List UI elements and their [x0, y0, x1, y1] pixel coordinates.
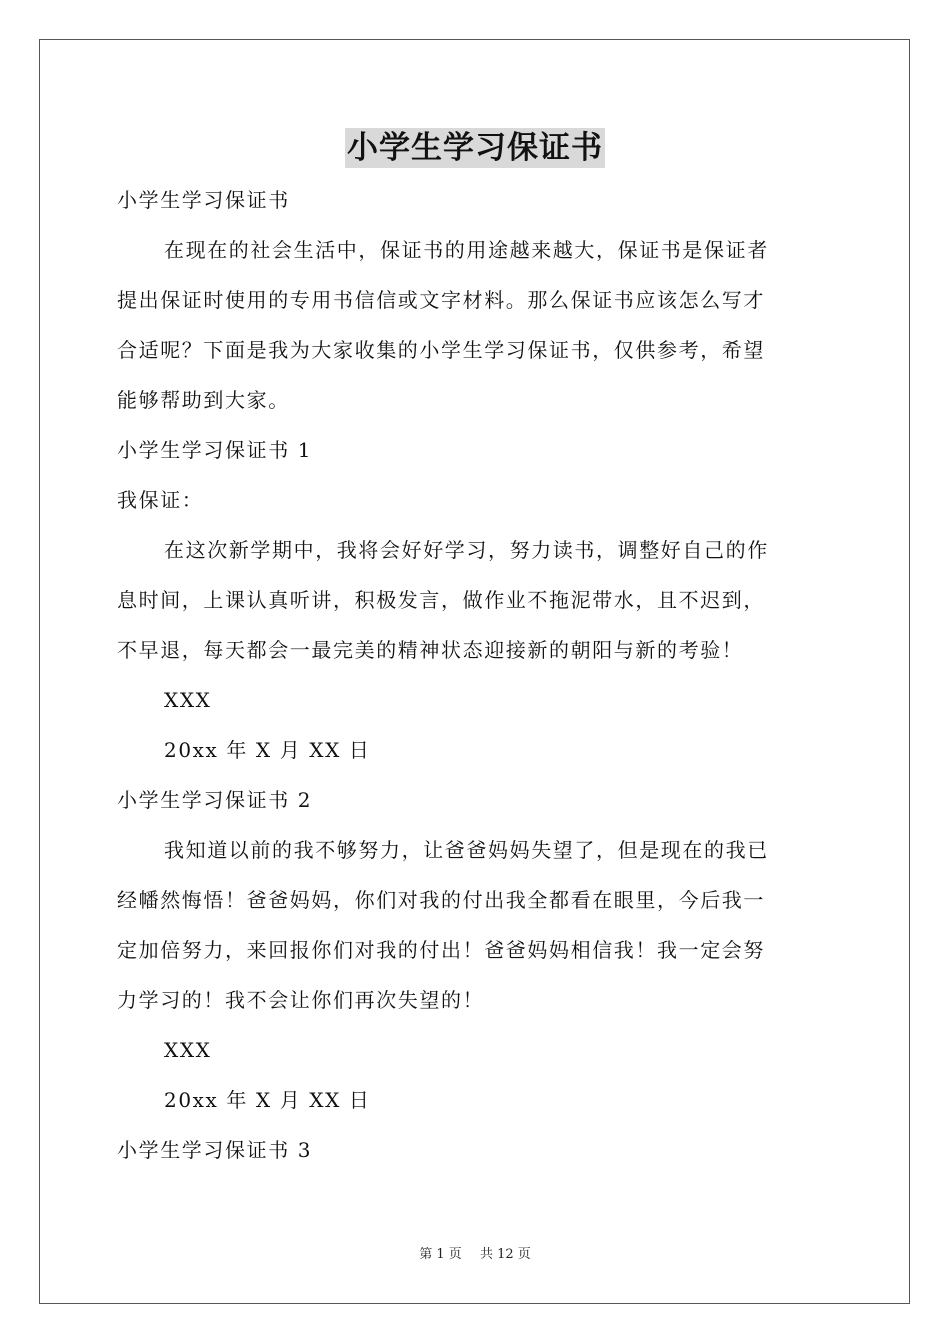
signature-name: XXX	[164, 1038, 212, 1062]
body-line: 提出保证时使用的专用书信信或文字材料。那么保证书应该怎么写才	[117, 288, 765, 312]
body-line: 能够帮助到大家。	[117, 388, 290, 412]
body-line: 不早退，每天都会一最完美的精神状态迎接新的朝阳与新的考验！	[117, 638, 744, 662]
body-line: 我保证：	[117, 488, 204, 512]
document-body	[117, 175, 833, 1175]
body-line: 经幡然悔悟！爸爸妈妈，你们对我的付出我全都看在眼里，今后我一	[117, 888, 765, 912]
page-number: 第 1 页	[419, 1247, 462, 1262]
signature-name: XXX	[164, 688, 212, 712]
document-title: 小学生学习保证书	[347, 130, 603, 166]
body-line: 力学习的！我不会让你们再次失望的！	[117, 988, 485, 1012]
body-line: 我知道以前的我不够努力，让爸爸妈妈失望了，但是现在的我已	[164, 838, 769, 862]
page-footer	[0, 1245, 950, 1265]
body-line: 在这次新学期中，我将会好好学习，努力读书，调整好自己的作	[164, 538, 769, 562]
page-total: 共 12 页	[479, 1247, 531, 1262]
signature-date: 20xx 年 X 月 XX 日	[164, 1088, 371, 1112]
title-wrapper	[0, 128, 950, 168]
body-line: 息时间，上课认真听讲，积极发言，做作业不拖泥带水，且不迟到，	[117, 588, 765, 612]
body-line: 小学生学习保证书	[117, 188, 290, 212]
section-heading: 小学生学习保证书 1	[117, 438, 313, 462]
body-line: 在现在的社会生活中，保证书的用途越来越大，保证书是保证者	[164, 238, 769, 262]
body-line: 合适呢？下面是我为大家收集的小学生学习保证书，仅供参考，希望	[117, 338, 765, 362]
body-line: 定加倍努力，来回报你们对我的付出！爸爸妈妈相信我！我一定会努	[117, 938, 765, 962]
section-heading: 小学生学习保证书 2	[117, 788, 313, 812]
signature-date: 20xx 年 X 月 XX 日	[164, 738, 371, 762]
section-heading: 小学生学习保证书 3	[117, 1138, 313, 1162]
